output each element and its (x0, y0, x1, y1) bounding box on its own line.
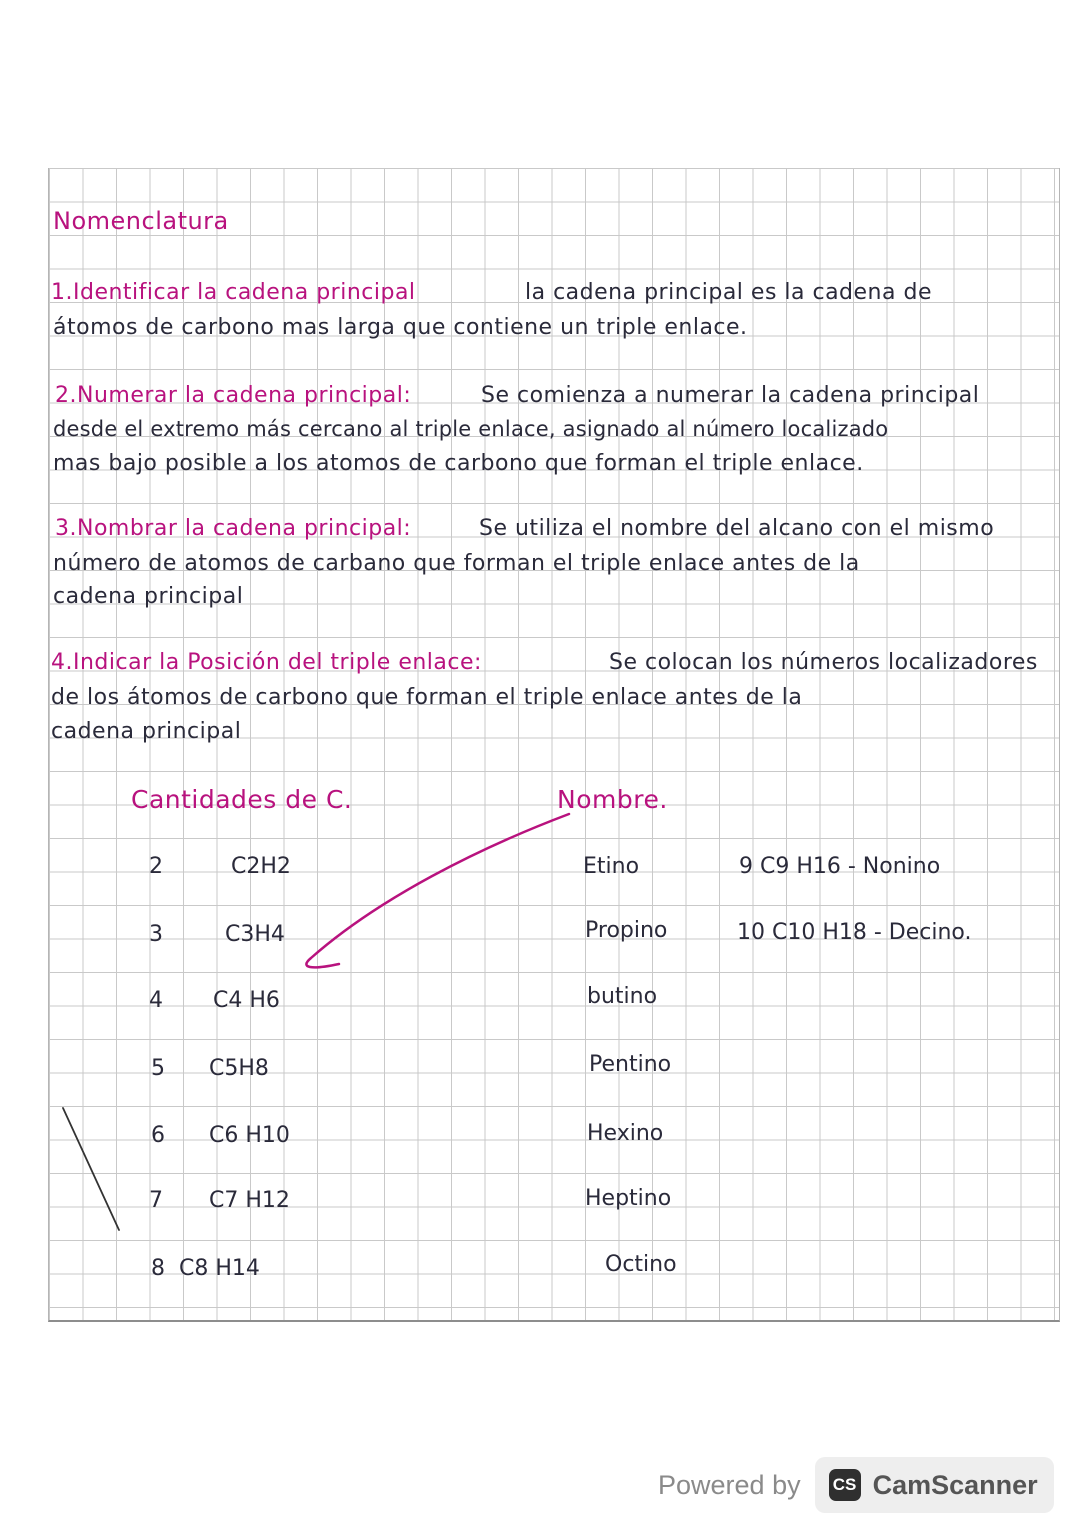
table-header-quantity: Cantidades de C. (131, 785, 353, 814)
row-formula: C6 H10 (209, 1123, 290, 1148)
step-4-line-3: cadena principal (51, 719, 242, 744)
row-formula: C2H2 (231, 854, 291, 879)
row-count: 5 (151, 1056, 165, 1081)
row-count: 3 (149, 922, 163, 947)
row-formula: C3H4 (225, 922, 285, 947)
row-name: Propino (585, 918, 668, 943)
step-2-line-1: Se comienza a numerar la cadena principal (481, 383, 980, 408)
step-1-line-1: la cadena principal es la cadena de (525, 280, 932, 305)
graph-paper-sheet (48, 168, 1060, 1322)
step-2-line-3: mas bajo posible a los atomos de carbono que forman el triple enlace. (53, 451, 864, 476)
step-3-heading: 3.Nombrar la cadena principal: (55, 516, 412, 541)
table-header-name: Nombre. (557, 785, 668, 814)
row-name: Etino (583, 854, 640, 879)
row-formula: C7 H12 (209, 1188, 290, 1213)
step-4-line-1: Se colocan los números localizadores (609, 650, 1038, 675)
row-name: Heptino (585, 1186, 672, 1211)
extra-entry-decino: 10 C10 H18 - Decino. (737, 920, 972, 945)
row-count: 8 (151, 1256, 165, 1281)
row-formula: C8 H14 (179, 1256, 260, 1281)
pen-stroke-icon (63, 1108, 119, 1230)
camscanner-brand: CamScanner (872, 1469, 1038, 1500)
step-4-heading: 4.Indicar la Posición del triple enlace: (51, 650, 482, 675)
row-name: Octino (605, 1252, 677, 1277)
camscanner-logo-icon: CS (829, 1469, 861, 1501)
row-name: butino (587, 984, 658, 1009)
step-2-heading: 2.Numerar la cadena principal: (55, 383, 412, 408)
step-2-line-2: desde el extremo más cercano al triple enlace, asignado al número localizado (53, 417, 889, 441)
row-count: 2 (149, 854, 163, 879)
row-count: 7 (149, 1188, 163, 1213)
step-3-line-1: Se utiliza el nombre del alcano con el mismo (479, 516, 995, 541)
step-1-heading: 1.Identificar la cadena principal (51, 280, 416, 305)
row-count: 6 (151, 1123, 165, 1148)
row-name: Pentino (589, 1052, 672, 1077)
arrow-stroke-icon (49, 168, 1059, 1320)
row-formula: C4 H6 (213, 988, 280, 1013)
page-title: Nomenclatura (53, 207, 229, 235)
step-1-line-2: átomos de carbono mas larga que contiene un triple enlace. (53, 315, 748, 340)
row-count: 4 (149, 988, 163, 1013)
row-formula: C5H8 (209, 1056, 269, 1081)
powered-by-label: Powered by (658, 1469, 801, 1500)
step-3-line-3: cadena principal (53, 584, 244, 609)
step-4-line-2: de los átomos de carbono que forman el triple enlace antes de la (51, 685, 803, 710)
camscanner-badge (815, 1457, 1054, 1513)
step-3-line-2: número de atomos de carbano que forman el triple enlace antes de la (53, 551, 860, 576)
row-name: Hexino (587, 1121, 664, 1146)
camscanner-watermark (658, 1456, 1054, 1514)
extra-entry-nonino: 9 C9 H16 - Nonino (739, 854, 941, 879)
